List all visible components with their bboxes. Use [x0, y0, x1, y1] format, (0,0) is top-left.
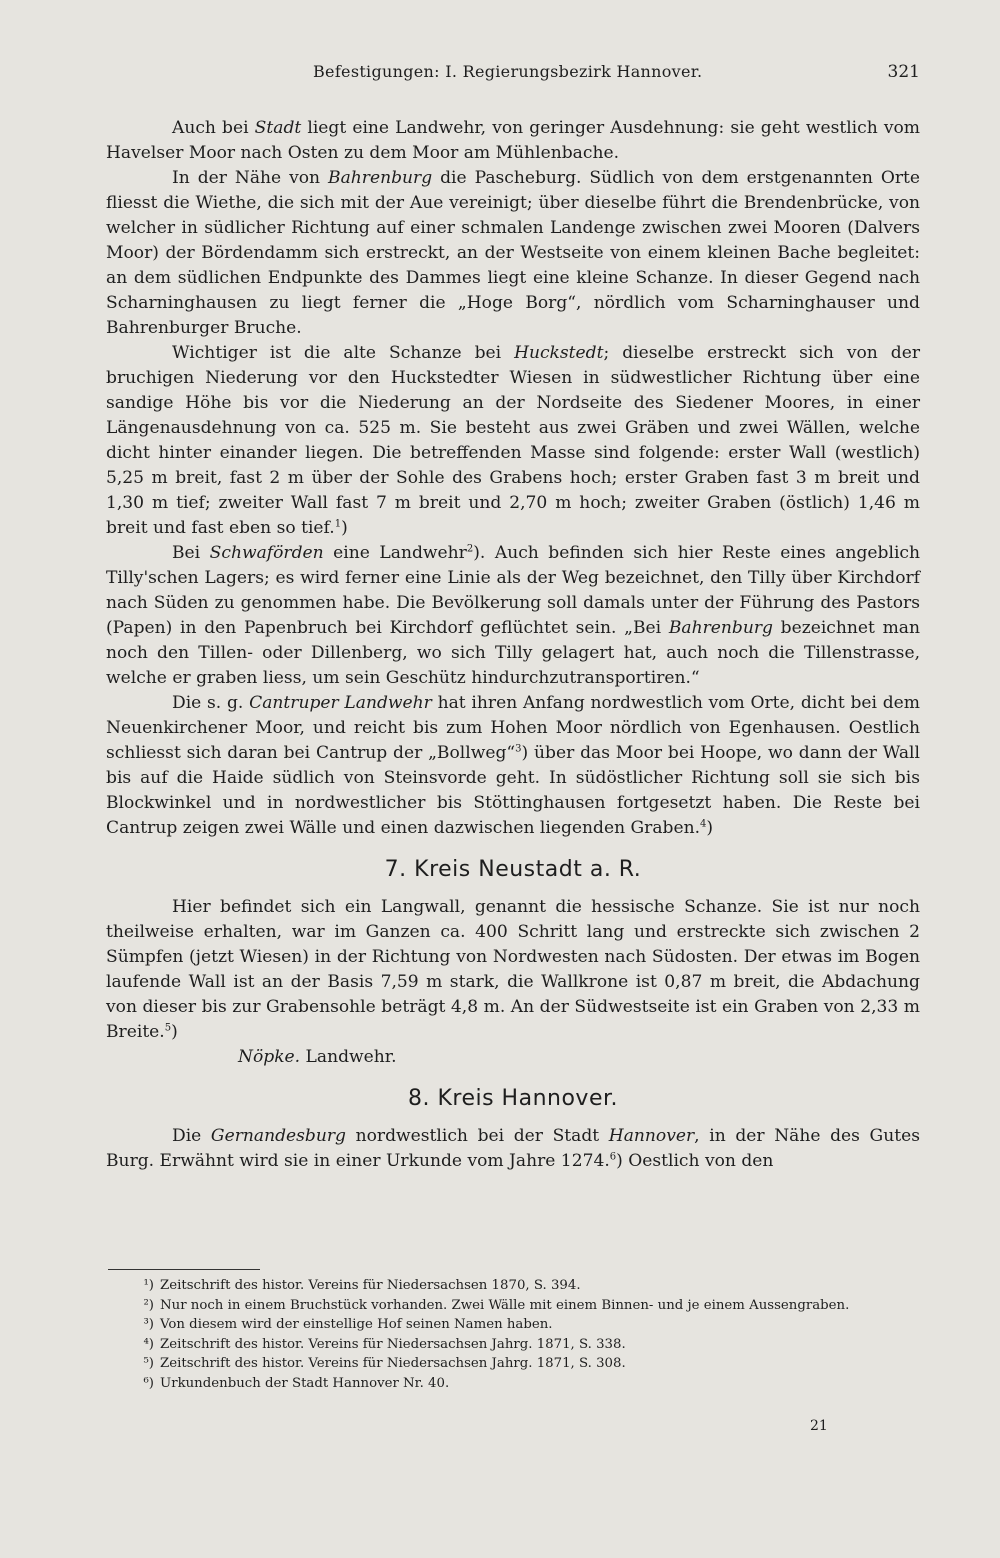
footnote-6: [106, 1374, 920, 1394]
footnote-text: Zeitschrift des histor. Vereins für Niedersachsen Jahrg. 1871, S. 338.: [160, 1336, 626, 1352]
running-title: Befestigungen: I. Regierungsbezirk Hannover.: [313, 62, 703, 81]
footnote-mark: ³): [143, 1317, 154, 1332]
footnote-1: [106, 1276, 920, 1296]
footnotes: [106, 1276, 920, 1393]
section-heading-hannover: 8. Kreis Hannover.: [407, 1086, 619, 1111]
paragraph-schwaforden: Bei Schwaförden eine Landwehr$^2$). Auch befinden sich hier Reste eines angeblich Tilly'schen Lagers; es wird ferner eine Linie als der Weg bezeichnet, den Tilly über Kirchdorf nach Süden zu genommen habe. Die Bevölkerung soll damals unter der Führung des Pastors (Papen) in den Papenbruch bei Kirchdorf geflüchtet sein. „Bei Bahrenburg bezeichnet man noch den Tillen- oder Dillenberg, wo sich Tilly gelagert hat, auch noch die Tillenstrasse, welche er graben liess, um sein Geschütz hindurchzutransportiren.“: [106, 543, 920, 688]
paragraph-cantruper-landwehr: Die s. g. Cantruper Landwehr hat ihren Anfang nordwestlich vom Orte, dicht bei dem Neuenkirchener Moor, und reicht bis zum Hohen Moor nördlich von Egenhausen. Oestlich schliesst sich daran bei Cantrup der „Bollweg“$^3$) über das Moor bei Hoope, wo dann der Wall bis auf die Haide südlich von Steinsvorde geht. In südöstlicher Richtung soll sie sich bis Blockwinkel und in nordwestlicher bis Stöttinghausen fortgesetzt haben. Die Reste bei Cantrup zeigen zwei Wälle und einen dazwischen liegenden Graben.$^4$): [106, 693, 920, 838]
footnote-mark: ⁵): [143, 1356, 154, 1371]
paragraph-bahrenburg: In der Nähe von Bahrenburg die Pascheburg. Südlich von dem erstgenannten Orte fliesst die Wiethe, die sich mit der Aue vereinigt; über dieselbe führt die Brendenbrücke, von welcher in südlicher Richtung auf einer schmalen Landenge zwischen zwei Mooren (Dalvers Moor) der Bördendamm sich erstreckt, an der Westseite von einem kleinen Bache begleitet: an dem südlichen Endpunkte des Dammes liegt eine kleine Schanze. In dieser Gegend nach Scharninghausen zu liegt ferner die „Hoge Borg“, nördlich vom Scharninghauser und Bahrenburger Bruche.: [106, 168, 920, 338]
body-text: [106, 116, 920, 1174]
footnote-5: [106, 1354, 920, 1374]
entry-nopke: Nöpke. Landwehr.: [238, 1047, 397, 1067]
footnote-divider: [108, 1269, 260, 1270]
footnote-2: [106, 1296, 920, 1316]
paragraph-huckstedt: Wichtiger ist die alte Schanze bei Huckstedt; dieselbe erstreckt sich von der bruchigen Niederung vor den Huckstedter Wiesen in südwestlicher Richtung über eine sandige Höhe bis vor die Niederung an der Nordseite des Siedener Moores, in einer Längenausdehnung von ca. 525 m. Sie besteht aus zwei Gräben und zwei Wällen, welche dicht hinter einander liegen. Die betreffenden Masse sind folgende: erster Wall (westlich) 5,25 m breit, fast 2 m über der Sohle des Grabens hoch; erster Graben fast 3 m breit und 1,30 m tief; zweiter Wall fast 7 m breit und 2,70 m hoch; zweiter Graben (östlich) 1,46 m breit und fast eben so tief.$^1$): [106, 343, 920, 538]
footnote-mark: ⁶): [143, 1375, 154, 1391]
section-heading-neustadt: 7. Kreis Neustadt a. R.: [384, 857, 642, 882]
footnote-text: Urkundenbuch der Stadt Hannover Nr. 40.: [160, 1375, 450, 1391]
paragraph-neustadt: Hier befindet sich ein Langwall, genannt die hessische Schanze. Sie ist nur noch theilweise erhalten, war im Ganzen ca. 400 Schritt lang und erstreckte sich zwischen 2 Sümpfen (jetzt Wiesen) in der Richtung von Nordwesten nach Südosten. Der etwas im Bogen laufende Wall ist an der Basis 7,59 m stark, die Wallkrone ist 0,87 m breit, die Abdachung von dieser bis zur Grabensohle beträgt 4,8 m. An der Südwestseite ist ein Graben von 2,33 m Breite.$^5$): [106, 897, 920, 1042]
paragraph-hannover: Die Gernandesburg nordwestlich bei der Stadt Hannover, in der Nähe des Gutes Burg. Erwähnt wird sie in einer Urkunde vom Jahre 1274.$^6$) Oestlich von den: [106, 1126, 920, 1171]
footnote-mark: ¹): [143, 1278, 154, 1293]
footnote-text: Nur noch in einem Bruchstück vorhanden. Zwei Wälle mit einem Binnen- und je einem Aussengraben.: [160, 1297, 850, 1313]
footnote-3: [106, 1315, 920, 1335]
footnote-text: Zeitschrift des histor. Vereins für Niedersachsen 1870, S. 394.: [160, 1278, 581, 1293]
footnote-text: Von diesem wird der einstellige Hof seinen Namen haben.: [160, 1317, 553, 1332]
paragraph-stadt: Auch bei Stadt liegt eine Landwehr, von geringer Ausdehnung: sie geht westlich vom Havelser Moor nach Osten zu dem Moor am Mühlenbache.: [106, 118, 920, 163]
footnote-mark: ²): [143, 1297, 154, 1313]
page-header: [108, 62, 920, 84]
footnote-text: Zeitschrift des histor. Vereins für Niedersachsen Jahrg. 1871, S. 308.: [160, 1356, 626, 1371]
footnote-4: [106, 1335, 920, 1355]
footnote-mark: ⁴): [143, 1336, 154, 1352]
page-number: 321: [887, 62, 920, 82]
signature-mark: 21: [810, 1418, 828, 1434]
